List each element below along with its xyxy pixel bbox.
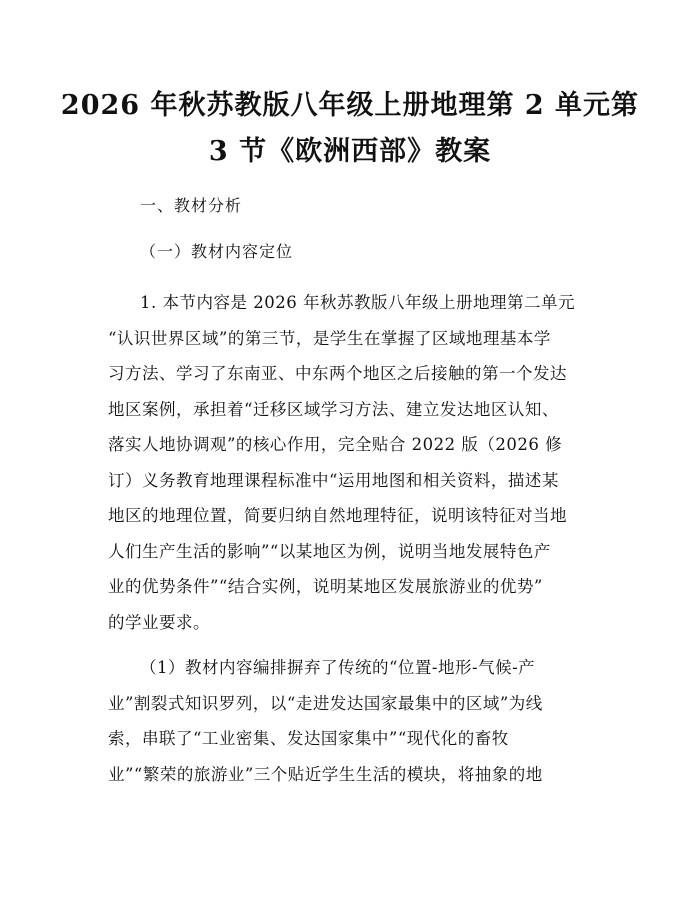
- paragraph-line: 习方法、学习了东南亚、中东两个地区之后接触的第一个发达: [108, 364, 567, 383]
- paragraph-line: 业的优势条件”“结合实例，说明某地区发展旅游业的优势”: [108, 577, 543, 596]
- section-heading: 一、教材分析: [140, 196, 243, 215]
- paragraph-line: 1. 本节内容是 2026 年秋苏教版八年级上册地理第二单元: [140, 293, 575, 312]
- paragraph-line: 地区的地理位置，简要归纳自然地理特征，说明该特征对当地: [108, 506, 567, 525]
- paragraph-line: 落实人地协调观”的核心作用，完全贴合 2022 版（2026 修: [108, 435, 563, 454]
- paragraph-line: 订）义务教育地理课程标准中“运用地图和相关资料，描述某: [108, 470, 559, 490]
- paragraph-2: [108, 650, 604, 792]
- paragraph-line: 业”“繁荣的旅游业”三个贴近学生生活的模块，将抽象的地: [108, 764, 543, 784]
- paragraph-line: “认识世界区域”的第三节，是学生在掌握了区域地理基本学: [108, 328, 551, 348]
- paragraph-1: [108, 285, 604, 640]
- paragraph-line: 的学业要求。: [108, 612, 210, 632]
- paragraph-line: 地区案例，承担着“迁移区域学习方法、建立发达地区认知、: [108, 399, 559, 419]
- paragraph-line: 人们生产生活的影响”“以某地区为例，说明当地发展特色产: [108, 541, 551, 561]
- document-title-line-2: 3 节《欧洲西部》教案: [208, 136, 492, 167]
- document-title-line-1: 2026 年秋苏教版八年级上册地理第 2 单元第: [60, 90, 640, 121]
- paragraph-line: （1）教材内容编排摒弃了传统的“位置-地形-气候-产: [140, 658, 536, 677]
- paragraph-line: 业”割裂式知识罗列，以“走进发达国家最集中的区域”为线: [108, 693, 543, 713]
- subsection-heading: （一）教材内容定位: [140, 242, 294, 261]
- paragraph-line: 索，串联了“工业密集、发达国家集中”“现代化的畜牧: [108, 729, 509, 748]
